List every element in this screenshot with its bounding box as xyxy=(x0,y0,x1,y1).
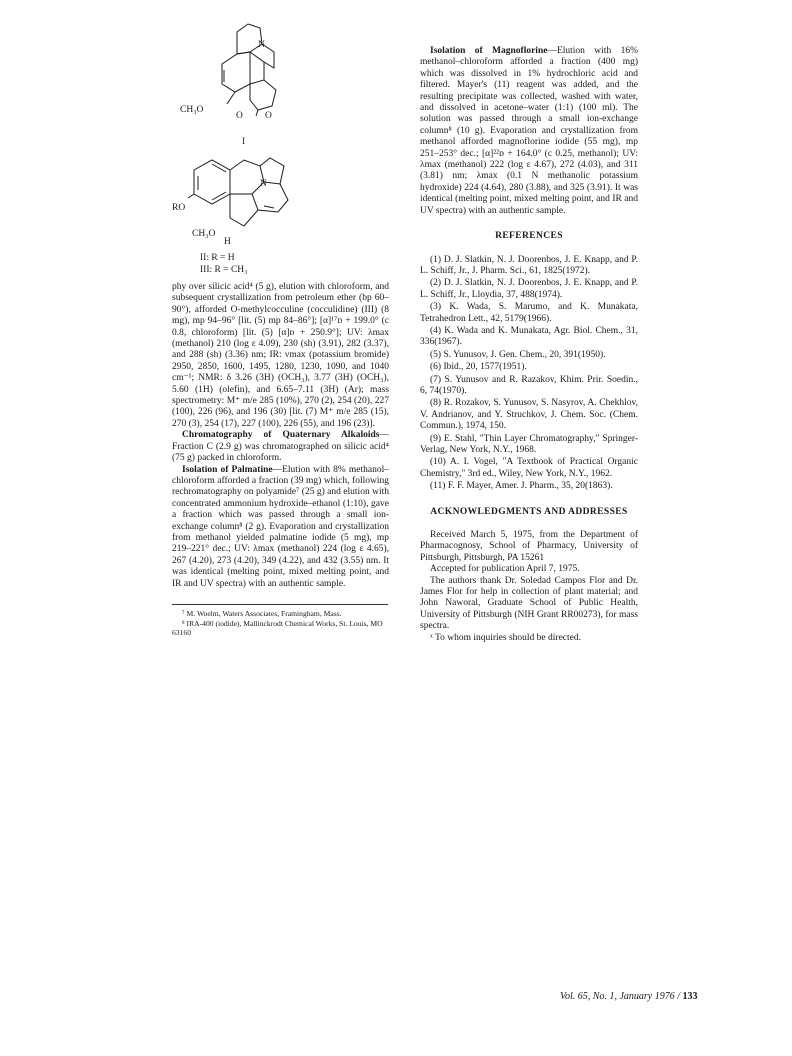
compound-ii-ch3o-label: CH₃O xyxy=(192,229,216,239)
left-paragraph-1: phy over silicic acid⁴ (5 g), elution with chloroform, and subsequent crystallization from petroleum ether (bp 60–90°), afforded O-methylcocculine (cocculidine) (III) (8 mg), mp 94–96° [lit. (5) mp 84–86°]; [α]¹⁷ᴅ + 199.0° (c 0.8, chloroform) [lit. (5) [α]ᴅ + 250.9°]; UV: λmax (methanol) 210 (log ε 4.09), 230 (sh) (3.91), 282 (3.37), and 288 (sh) (3.36) nm; IR: νmax (potassium bromide) 2950, 2850, 1600, 1495, 1280, 1230, 1090, and 1040 cm⁻¹; NMR: δ 3.26 (3H) (OCH₃), 3.77 (3H) (OCH₃), 5.60 (1H) (olefin), and 6.65–7.11 (3H) (Ar); mass spectrometry: M⁺ m/e 285 (10%), 270 (2), 254 (20), 227 (100), 226 (96), and 196 (30) [lit. (7) M⁺ m/e 285 (15), 270 (3), 254 (17), 227 (100), 226 (55), and 196 (23)]. xyxy=(172,282,389,429)
palmatine-heading: Isolation of Palmatine xyxy=(182,464,273,475)
received-date: Received March 5, 1975, from the Department of Pharmacognosy, School of Pharmacy, University of Pittsburgh, Pittsburgh, PA 15261 xyxy=(420,530,638,563)
quaternary-alkaloids-heading: Chromatography of Quaternary Alkaloids xyxy=(182,430,380,441)
reference-9: (9) E. Stahl, "Thin Layer Chromatography," Springer-Verlag, New York, N.Y., 1968. xyxy=(420,433,638,455)
quaternary-alkaloids-text: —Fraction C (2.9 g) was chromatographed on silicic acid⁴ (75 g) packed in chloroform. xyxy=(172,430,389,464)
accepted-date: Accepted for publication April 7, 1975. xyxy=(430,564,580,575)
references-heading: REFERENCES xyxy=(495,231,563,242)
reference-11: (11) F. F. Mayer, Amer. J. Pharm., 35, 20(1863). xyxy=(430,481,613,492)
magnoflorine-paragraph xyxy=(420,46,638,217)
compound-ii-n-label: N xyxy=(260,179,267,189)
references-list xyxy=(420,255,638,493)
magnoflorine-heading: Isolation of Magnoflorine xyxy=(430,46,548,56)
right-column xyxy=(420,46,638,644)
reference-5: (5) S. Yunusov, J. Gen. Chem., 20, 391(1950). xyxy=(430,349,606,360)
left-paragraph-2 xyxy=(172,430,389,464)
compound-i-label: I xyxy=(242,137,246,147)
compound-i-n-label: N xyxy=(258,40,265,50)
palmatine-text: —Elution with 8% methanol–chloroform afforded a fraction (39 mg) which, following rechromatography on polyamide⁷ (25 g) and elution with concentrated ammonium hydroxide–ethanol (1:10), gave a fraction which was passed through a small ion-exchange column⁸ (2 g). Evaporation and crystallization from methanol yielded palmatine iodide (5 mg), mp 219–221° dec.; UV: λmax (methanol) 224 (log ε 4.65), 267 (4.20), 273 (4.20), 349 (4.22), and 432 (3.55) nm. It was identical (melting point, mixed melting point, and IR and UV spectra) with an authentic sample. xyxy=(172,464,389,589)
footnote-rule xyxy=(172,604,388,605)
footnote-8: ⁸ IRA-400 (iodide), Mallinckrodt Chemical Works, St. Louis, MO 63160 xyxy=(172,618,383,638)
reference-1: (1) D. J. Slatkin, N. J. Doorenbos, J. E. Knapp, and P. L. Schiff, Jr., J. Pharm. Sci., 61, 1825(1972). xyxy=(420,254,638,276)
compound-i-o2-label: O xyxy=(265,111,272,121)
correspondence-note: ˣ To whom inquiries should be directed. xyxy=(430,632,581,643)
reference-8: (8) R. Rozakov, S. Yunusov, S. Nasyrov, A. Chekhlov, V. Andrianov, and Y. Struchkov, J. Chem. Soc. (Chem. Commun.), 1974, 150. xyxy=(420,398,638,432)
acknowledgments-heading: ACKNOWLEDGMENTS AND ADDRESSES xyxy=(430,506,628,517)
reference-3: (3) K. Wada, S. Marumo, and K. Munakata, Tetrahedron Lett., 42, 5179(1966). xyxy=(420,302,638,324)
reference-6: (6) Ibid., 20, 1577(1951). xyxy=(430,362,527,373)
left-column xyxy=(172,282,389,590)
compound-i-o1-label: O xyxy=(236,111,243,121)
page-folio xyxy=(560,991,698,1002)
footnotes xyxy=(172,609,388,638)
reference-7: (7) S. Yunusov and R. Razakov, Khim. Prir. Soedin., 6, 74(1970). xyxy=(420,374,638,396)
acknowledgment-text: The authors thank Dr. Soledad Campos Flor and Dr. James Flor for help in collection of plant material; and John Naworal, Graduate School of Public Health, University of Pittsburgh (NIH Grant RR00273), for mass spectra. xyxy=(420,575,638,632)
compound-ii-label: II: R = H xyxy=(200,253,235,263)
structure-diagram xyxy=(172,10,389,282)
journal-citation: Vol. 65, No. 1, January 1976 / xyxy=(560,991,683,1002)
compound-i-ch3o-label: CH₃O xyxy=(180,105,204,115)
page-number: 133 xyxy=(682,991,698,1002)
magnoflorine-text: —Elution with 16% methanol–chloroform afforded a fraction (400 mg) which was dissolved in 1% hydrochloric acid and filtered. Mayer's (11) reagent was added, and the resulting precipitate was collected, washed with water, and dissolved in acetone–water (1:1) (100 ml). The solution was passed through a small ion-exchange column⁸ (10 g). Evaporation and crystallization from methanol afforded magnoflorine iodide (55 mg), mp 251–253° dec.; [α]²²ᴅ + 164.0° (c 0.25, methanol); UV: λmax (methanol) 222 (log ε 4.67), 272 (4.03), and 311 (3.81) nm; λmax (0.1 N methanolic potassium hydroxide) 224 (4.64), 280 (3.88), and 325 (3.91). It was identical (melting point, mixed melting point, and IR and UV spectra) with an authentic sample. xyxy=(420,46,638,216)
chemical-structures xyxy=(172,10,389,282)
compound-iii-label: III: R = CH₃ xyxy=(200,265,248,275)
reference-10: (10) A. I. Vogel, "A Textbook of Practical Organic Chemistry," 3rd ed., Wiley, New York, N.Y., 1962. xyxy=(420,457,638,479)
compound-ii-ro-label: RO xyxy=(172,203,186,213)
left-paragraph-3 xyxy=(172,465,389,590)
reference-2: (2) D. J. Slatkin, N. J. Doorenbos, J. E. Knapp, and P. L. Schiff, Jr., Lloydia, 37, 488(1974). xyxy=(420,278,638,300)
reference-4: (4) K. Wada and K. Munakata, Agr. Biol. Chem., 31, 336(1967). xyxy=(420,325,638,348)
compound-ii-h-label: H xyxy=(224,237,231,247)
footnote-7: ⁷ M. Woelm, Waters Associates, Framingham, Mass. xyxy=(182,609,342,618)
